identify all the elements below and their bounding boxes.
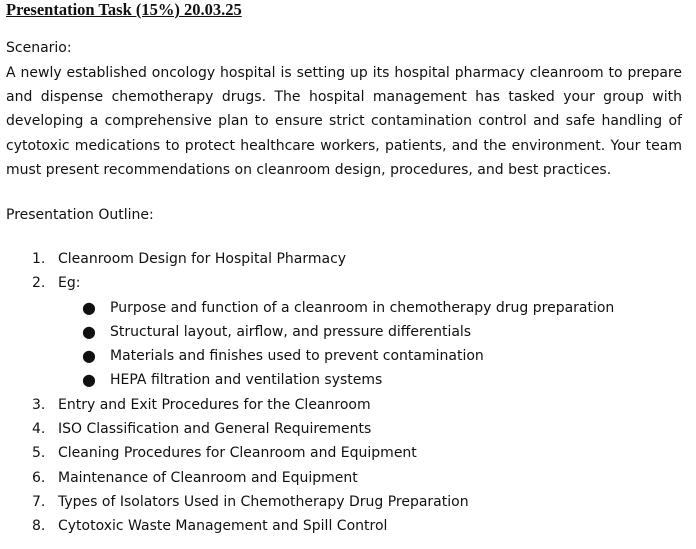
list-item-text: Cleanroom Design for Hospital Pharmacy	[58, 251, 347, 267]
list-item-text: Cytotoxic Waste Management and Spill Control	[58, 518, 388, 535]
list-item-text: Eg:	[58, 275, 81, 292]
scenario-label: Scenario:	[6, 40, 72, 56]
sub-list-item-text: Structural layout, airflow, and pressure differentials	[110, 323, 472, 340]
outline-label: Presentation Outline:	[6, 207, 154, 223]
list-item-text: ISO Classification and General Requirements	[58, 421, 372, 438]
list-number: 7.	[32, 493, 46, 510]
sub-list-item-text: HEPA filtration and ventilation systems	[110, 372, 383, 389]
list-item-text: Maintenance of Cleanroom and Equipment	[58, 469, 358, 486]
list-number: 3.	[32, 396, 46, 413]
bullet-icon: ●	[82, 370, 96, 390]
list-item-text: Types of Isolators Used in Chemotherapy Drug Preparation	[58, 493, 469, 510]
sub-list-item-text: Materials and finishes used to prevent contamination	[110, 348, 484, 365]
page-title: Presentation Task (15%) 20.03.25	[6, 0, 242, 19]
scenario-paragraph: A newly established oncology hospital is setting up its hospital pharmacy cleanroom to prepare and dispense chemotherapy drugs. The hospital management has tasked your group with developing a comprehensive plan to ensure strict contamination control and safe handling of cytotoxic medications to protect healthcare workers, patients, and the environment. Your team must present recommendations on cleanroom design, procedures, and best practices.	[6, 65, 682, 178]
list-number: 2.	[32, 275, 46, 292]
list-number: 8.	[32, 518, 46, 535]
list-item-text: Cleaning Procedures for Cleanroom and Equipment	[58, 445, 417, 462]
list-number: 5.	[32, 445, 46, 462]
bullet-icon: ●	[82, 346, 96, 366]
bullet-icon: ●	[82, 297, 96, 317]
list-number: 1.	[32, 251, 46, 267]
list-item-text: Entry and Exit Procedures for the Cleanroom	[58, 396, 371, 413]
sub-list-item-text: Purpose and function of a cleanroom in chemotherapy drug preparation	[110, 299, 615, 316]
bullet-icon: ●	[82, 321, 96, 341]
list-number: 6.	[32, 469, 46, 486]
list-number: 4.	[32, 421, 46, 438]
